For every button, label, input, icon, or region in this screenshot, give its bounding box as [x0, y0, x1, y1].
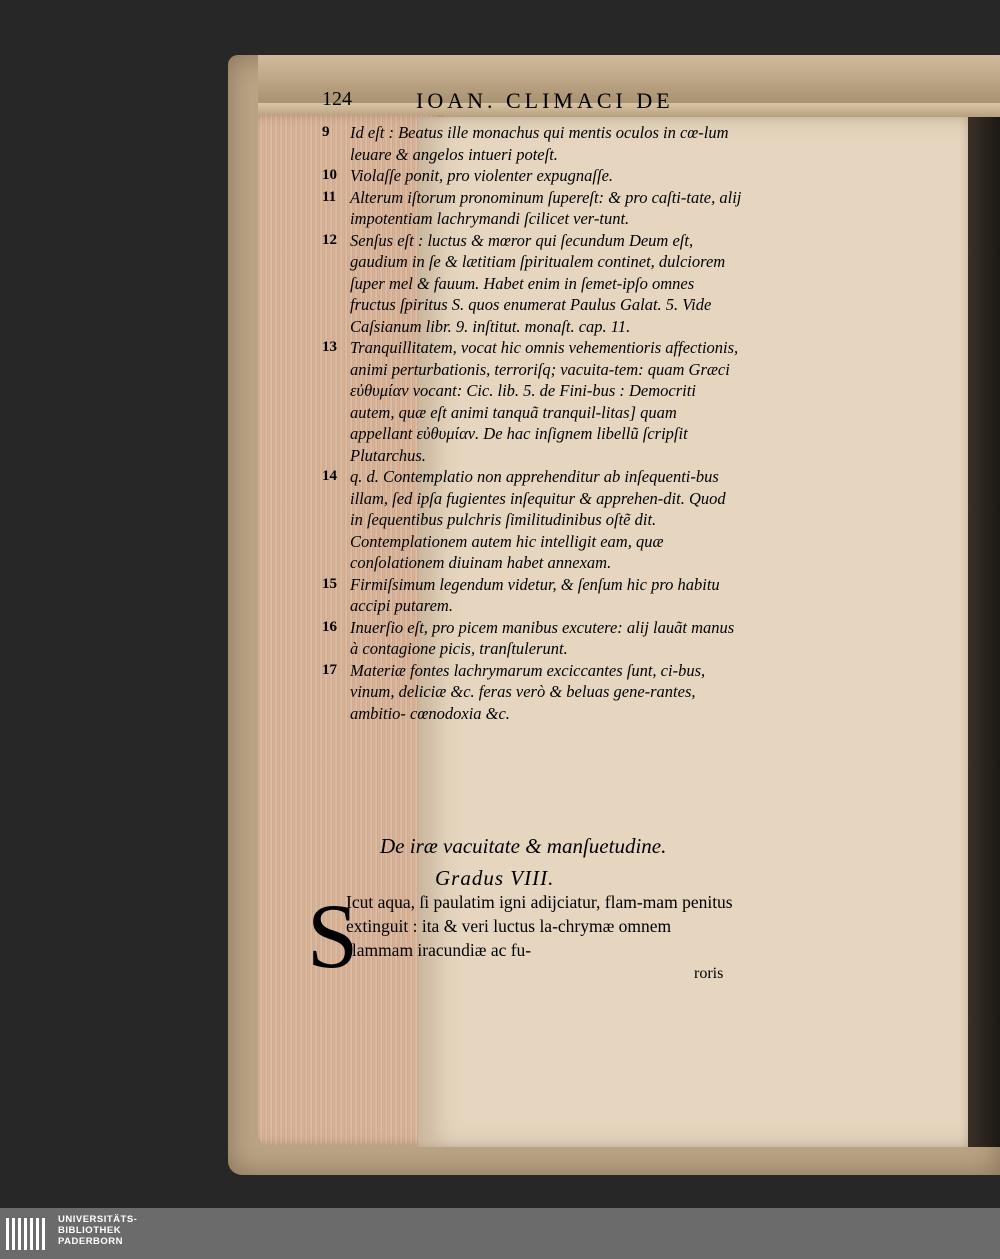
drop-cap: S	[307, 885, 359, 987]
note-number: 9	[322, 124, 330, 140]
note-text: Tranquillitatem, vocat hic omnis vehementioris affectionis, animi perturbationis, terroriſq; vacuita-tem: quam Græci εὐθυμίαν vocant: Cic. lib. 5. de Fini-bus : Democriti autem, quæ eſt animi tanquã tranquil-litas] quam appellant εὐθυμίαν. De hac inſignem libellũ ſcripſit Plutarchus.	[350, 338, 739, 465]
running-head: IOAN. CLIMACI DE	[416, 88, 674, 113]
note-number: 16	[322, 618, 337, 635]
body-paragraph: Icut aqua, ſi paulatim igni adijciatur, flam-mam penitus extinguit : ita & veri luctus la-chrymæ omnem flammam iracundiæ ac fu-	[346, 892, 733, 960]
page-number: 124	[322, 88, 352, 110]
note-number: 10	[322, 167, 337, 183]
page-header	[322, 88, 742, 118]
note-number: 14	[322, 468, 337, 484]
note-text: Firmiſsimum legendum videtur, & ſenſum hic pro habitu accipi putarem.	[350, 574, 720, 615]
note-number: 13	[322, 339, 337, 355]
note-item	[322, 122, 742, 165]
note-text: q. d. Contemplatio non apprehenditur ab inſequenti-bus illam, ſed ipſa fugientes inſequitur & apprehen-dit. Quod in ſequentibus pulchris ſimilitudinibus oſtẽ dit. Contemplationem autem hic intelligit eam, quæ conſolationem diuinam habet annexam.	[350, 467, 726, 572]
library-name-line: BIBLIOTHEK	[58, 1225, 122, 1236]
catchword: roris	[694, 965, 724, 982]
note-number: 15	[322, 575, 337, 592]
notes-list	[322, 122, 742, 724]
note-text: Inuerſio eſt, pro picem manibus excutere: alij lauãt manus à contagione picis, tranſtulerunt.	[350, 617, 735, 658]
note-text: Materiæ fontes lachrymarum exciccantes ſunt, ci-bus, vinum, deliciæ &c. feras verò & beluas gene-rantes, ambitio- cœnodoxia &c.	[350, 660, 706, 723]
note-text: Alterum iſtorum pronominum ſupereſt: & pro caſti-tate, alij impotentiam lachrymandi ſcilicet ver-tunt.	[350, 187, 742, 228]
note-item	[322, 187, 742, 230]
library-name-line: PADERBORN	[58, 1236, 124, 1247]
note-item	[322, 574, 742, 617]
note-text: Senſus eſt : luctus & mœror qui ſecundum Deum eſt, gaudium in ſe & lætitiam ſpiritualem continet, dulciorem ſuper mel & fauum. Habet enim in ſemet-ipſo omnes fructus ſpiritus S. quos enumerat Paulus Galat. 5. Vide Caſsianum libr. 9. inſtitut. monaſt. cap. 11.	[350, 230, 726, 336]
note-number: 17	[322, 661, 337, 678]
note-item	[322, 337, 742, 466]
note-text: Id eſt : Beatus ille monachus qui mentis oculos in cœ-lum leuare & angelos intueri poteſt.	[350, 123, 729, 164]
note-text: Violaſſe ponit, pro violenter expugnaſſe.	[350, 166, 614, 185]
note-number: 11	[322, 188, 337, 205]
chapter-heading: Gradus VIII.	[435, 866, 555, 890]
library-footer	[0, 1208, 1000, 1259]
library-name-line: UNIVERSITÄTS-	[58, 1214, 138, 1225]
book-gutter	[968, 117, 1000, 1147]
section-title: De iræ vacuitate & manſuetudine.	[380, 834, 667, 858]
library-logo-icon	[4, 1212, 48, 1256]
note-item	[322, 466, 742, 574]
note-item	[322, 165, 742, 187]
note-item	[322, 617, 742, 660]
note-number: 12	[322, 231, 337, 248]
note-item	[322, 230, 742, 338]
note-item	[322, 660, 742, 725]
library-name	[58, 1214, 137, 1247]
